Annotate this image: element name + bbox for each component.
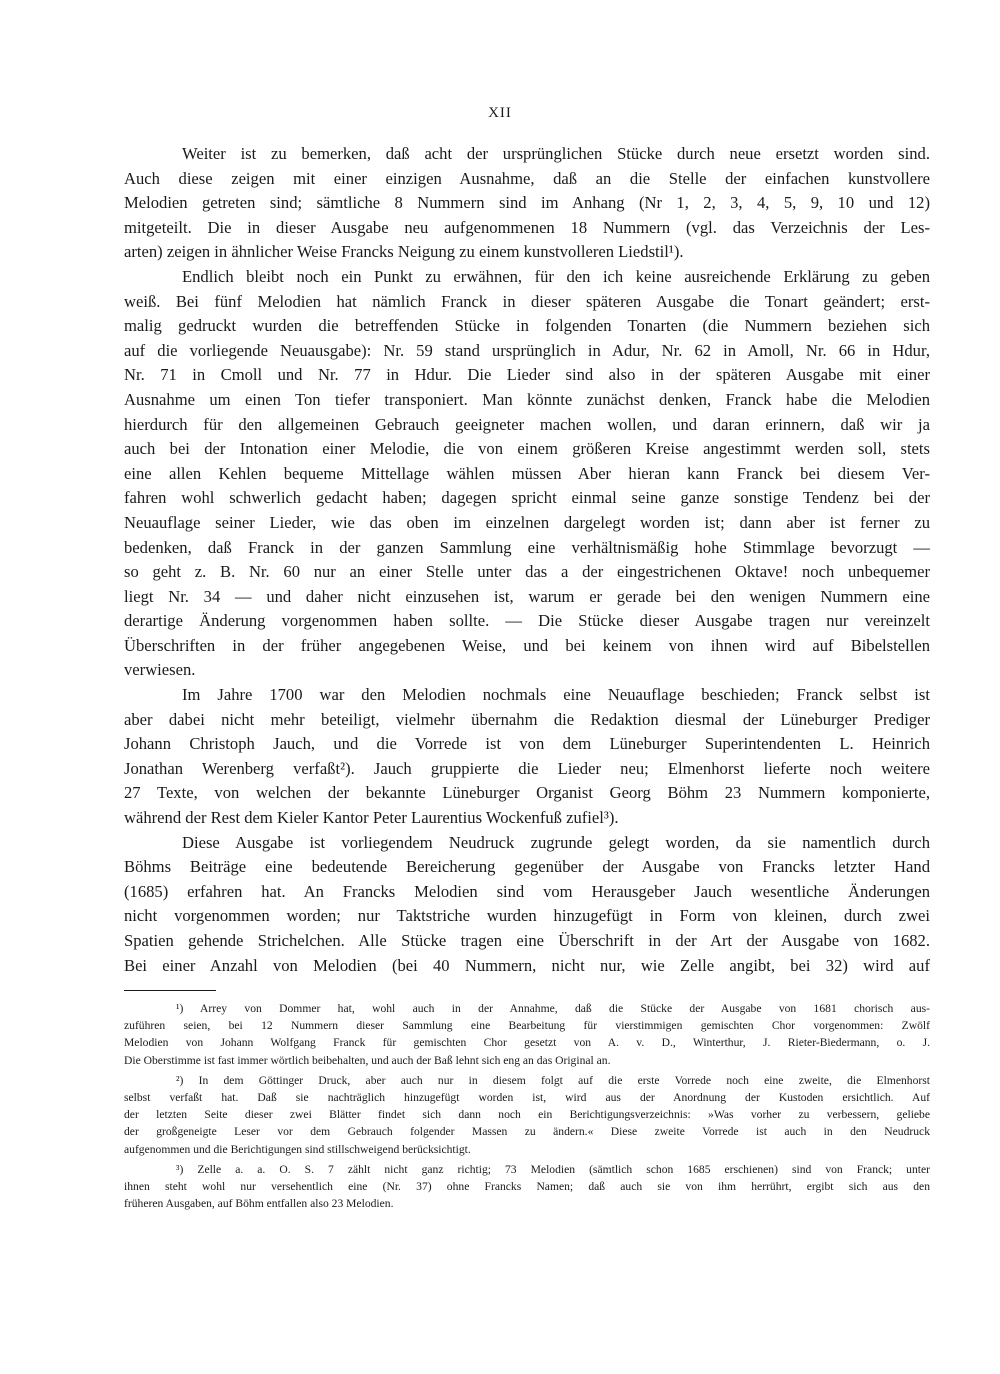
text-line: hierdurch für den allgemeinen Gebrauch geeigneter machen wollen, und daran erinnern, daß wir ja: [124, 414, 930, 434]
text-line: (1685) erfahren hat. An Francks Melodien sind vom Herausgeber Jauch wesentliche Änderungen: [124, 881, 930, 901]
text-line: Jonathan Werenberg verfaßt²). Jauch gruppierte die Lieder neu; Elmenhorst lieferte noch weitere: [124, 758, 930, 778]
text-line: nicht vorgenommen worden; nur Taktstriche wurden hinzugefügt in Form von kleinen, durch zwei: [124, 906, 930, 926]
footnote-line: Melodien von Johann Wolfgang Franck für gemischten Chor gesetzt von A. v. D., Winterthur, J. Rieter-Biedermann, o. J.: [124, 1036, 930, 1050]
text-line: malig gedruckt wurden die betreffenden Stücke in folgenden Tonarten (die Nummern beziehen sich: [124, 316, 930, 336]
footnote-line: der letzten Seite dieser zwei Blätter findet sich dann noch ein Berichtigungsverzeichnis: »Was vorher zu verbessern, geliebe: [124, 1108, 930, 1122]
footnote-line: der großgeneigte Leser vor dem Gebrauch folgender Massen zu ändern.« Diese zweite Vorrede ist auch in den Neudruck: [124, 1125, 930, 1139]
footnote-2: [124, 1072, 930, 1158]
footnote-line: selbst verfaßt hat. Daß sie nachträglich hinzugefügt worden ist, wird aus der Anordnung der Kustoden ersichtlich. Auf: [124, 1090, 930, 1104]
text-line: mitgeteilt. Die in dieser Ausgabe neu aufgenommenen 18 Nummern (vgl. das Verzeichnis der Les-: [124, 217, 930, 237]
page-number: XII: [488, 105, 512, 121]
footnote-line: ihnen steht wohl nur versehentlich eine (Nr. 37) ohne Francks Namen; daß auch sie von ihm herrührt, ergibt sich aus den: [124, 1179, 930, 1193]
text-line: eine allen Kehlen bequeme Mittellage wählen müssen Aber hieran kann Franck bei diesem Ver-: [124, 463, 930, 483]
text-line: Im Jahre 1700 war den Melodien nochmals eine Neuauflage beschieden; Franck selbst ist: [182, 685, 930, 705]
text-line: Auch diese zeigen mit einer einzigen Ausnahme, daß an die Stelle der einfachen kunstvollere: [124, 168, 930, 188]
text-line: Überschriften in der früher angegebenen Weise, und bei keinem von ihnen wird auf Bibelstellen: [124, 635, 930, 655]
footnote-line: zuführen seien, bei 12 Nummern dieser Sammlung eine Bearbeitung für vierstimmigen gemischten Chor vorgenommen: Zwölf: [124, 1019, 930, 1033]
text-line: Weiter ist zu bemerken, daß acht der ursprünglichen Stücke durch neue ersetzt worden sind.: [182, 144, 930, 163]
text-line: 27 Texte, von welchen der bekannte Lüneburger Organist Georg Böhm 23 Nummern komponierte,: [124, 783, 930, 803]
footnote-line: ³) Zelle a. a. O. S. 7 zählt nicht ganz richtig; 73 Melodien (sämtlich schon 1685 erschienen) sind von Franck; unter: [176, 1162, 930, 1176]
text-line: Endlich bleibt noch ein Punkt zu erwähnen, für den ich keine ausreichende Erklärung zu geben: [182, 266, 930, 286]
text-line: auf die vorliegende Neuausgabe): Nr. 59 stand ursprünglich in Adur, Nr. 62 in Amoll, Nr. 66 in Hdur,: [124, 340, 930, 360]
text-line: Ausnahme um einen Ton tiefer transponiert. Man könnte zunächst denken, Franck habe die Melodien: [124, 389, 930, 409]
text-line: weiß. Bei fünf Melodien hat nämlich Franck in dieser späteren Ausgabe die Tonart geändert; erst-: [124, 291, 930, 311]
text-line: Spatien gehende Strichelchen. Alle Stücke tragen eine Überschrift in der Art der Ausgabe von 1682.: [124, 931, 930, 950]
text-line: arten) zeigen in ähnlicher Weise Francks Neigung zu einem kunstvolleren Liedstil¹).: [124, 242, 684, 262]
text-line: Bei einer Anzahl von Melodien (bei 40 Nummern, nicht nur, wie Zelle angibt, bei 32) wird auf: [124, 955, 930, 975]
text-line: Neuauflage seiner Lieder, wie das oben im einzelnen dargelegt worden ist; dann aber ist ferner zu: [124, 512, 930, 532]
text-line: Johann Christoph Jauch, und die Vorrede ist von dem Lüneburger Superintendenten L. Heinrich: [124, 734, 930, 754]
body-text: [124, 142, 930, 978]
text-line: bedenken, daß Franck in der ganzen Sammlung eine verhältnismäßig hohe Stimmlage bevorzugt —: [124, 537, 930, 557]
footnote-separator: [124, 990, 216, 991]
footnote-line: ²) In dem Göttinger Druck, aber auch nur in diesem folgt auf die erste Vorrede noch eine zweite, die Elmenhorst: [176, 1073, 930, 1087]
text-line: Diese Ausgabe ist vorliegendem Neudruck zugrunde gelegt worden, da sie namentlich durch: [182, 832, 930, 852]
footnote-3: [124, 1161, 930, 1213]
text-line: liegt Nr. 34 — und daher nicht einzusehen ist, warum er gerade bei den wenigen Nummern eine: [124, 586, 930, 606]
text-line: aber dabei nicht mehr beteiligt, vielmehr übernahm die Redaktion diesmal der Lüneburger Prediger: [124, 709, 930, 729]
footnote-line: aufgenommen und die Berichtigungen sind stillschweigend berücksichtigt.: [124, 1142, 471, 1156]
footnotes: [124, 1000, 930, 1212]
text-line: verwiesen.: [124, 660, 196, 680]
text-line: fahren wohl schwerlich gedacht haben; dagegen spricht einmal seine ganze sonstige Tendenz bei der: [124, 488, 930, 508]
text-line: während der Rest dem Kieler Kantor Peter Laurentius Wockenfuß zufiel³).: [124, 808, 619, 828]
text-line: Melodien getreten sind; sämtliche 8 Nummern sind im Anhang (Nr 1, 2, 3, 4, 5, 9, 10 und 12): [124, 193, 930, 213]
footnote-line: Die Oberstimme ist fast immer wörtlich beibehalten, und auch der Baß lehnt sich eng an das Original an.: [124, 1053, 611, 1067]
footnote-1: [124, 1000, 930, 1069]
footnote-line: früheren Ausgaben, auf Böhm entfallen also 23 Melodien.: [124, 1197, 394, 1211]
footnote-line: ¹) Arrey von Dommer hat, wohl auch in der Annahme, daß die Stücke der Ausgabe von 1681 chorisch aus-: [176, 1002, 930, 1015]
text-line: derartige Änderung vorgenommen haben sollte. — Die Stücke dieser Ausgabe tragen nur vereinzelt: [124, 611, 930, 631]
text-line: so geht z. B. Nr. 60 nur an einer Stelle unter das a der eingestrichenen Oktave! noch unbequemer: [124, 562, 930, 582]
text-line: auch bei der Intonation einer Melodie, die von einem größeren Kreise angestimmt werden soll, stets: [124, 439, 930, 459]
text-line: Nr. 71 in Cmoll und Nr. 77 in Hdur. Die Lieder sind also in der späteren Ausgabe mit einer: [124, 365, 930, 385]
text-line: Böhms Beiträge eine bedeutende Bereicherung gegenüber der Ausgabe von Francks letzter Hand: [124, 857, 930, 877]
